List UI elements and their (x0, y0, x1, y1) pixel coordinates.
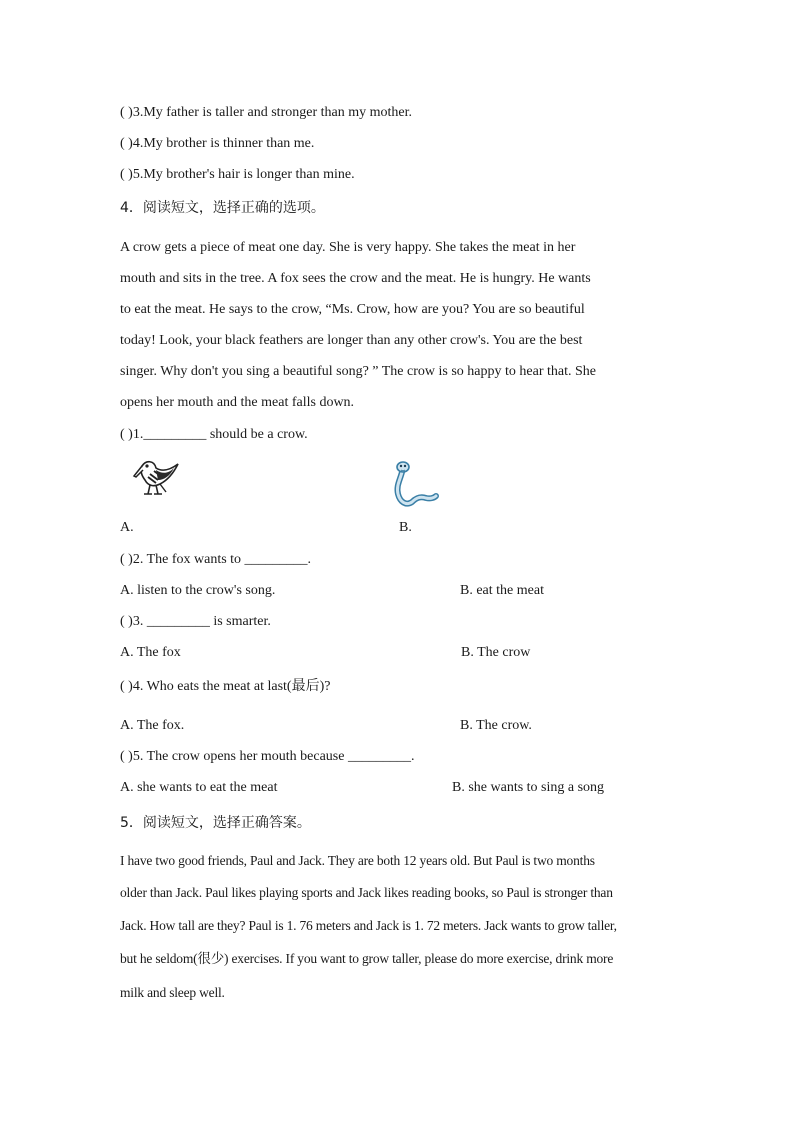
passage-line: but he seldom(很少) exercises. If you want to grow taller, please do more exercise, drink more (120, 951, 614, 966)
section-4-heading: 4．阅读短文，选择正确的选项。 (120, 200, 325, 216)
question-3-option-a: A. The fox (120, 645, 181, 660)
passage-line: Jack. How tall are they? Paul is 1. 76 meters and Jack is 1. 72 meters. Jack wants to grow taller, (120, 918, 617, 933)
question-2-option-b: B. eat the meat (460, 583, 544, 598)
passage-line: singer. Why don't you sing a beautiful song? ” The crow is so happy to hear that. She (120, 364, 596, 379)
section-5-passage (120, 845, 680, 1010)
question-4: ( )4. Who eats the meat at last(最后)? (120, 679, 331, 694)
passage-line: A crow gets a piece of meat one day. She is very happy. She takes the meat in her (120, 240, 576, 255)
question-1: ( )1._________ should be a crow. (120, 427, 308, 442)
item-4: ( )4.My brother is thinner than me. (120, 136, 315, 151)
passage-line: to eat the meat. He says to the crow, “Ms. Crow, how are you? You are so beautiful (120, 302, 585, 317)
question-5-option-a: A. she wants to eat the meat (120, 780, 278, 795)
snake-picture (390, 458, 442, 512)
snake-icon (390, 458, 442, 512)
question-1-option-a: A. (120, 520, 134, 535)
question-3-option-b: B. The crow (461, 645, 531, 660)
question-4-option-a: A. The fox. (120, 718, 185, 733)
bird-picture (128, 456, 184, 502)
passage-line: milk and sleep well. (120, 985, 225, 1000)
question-3: ( )3. _________ is smarter. (120, 614, 271, 629)
item-3: ( )3.My father is taller and stronger than my mother. (120, 105, 412, 120)
item-5: ( )5.My brother's hair is longer than mine. (120, 167, 355, 182)
question-2: ( )2. The fox wants to _________. (120, 552, 312, 567)
question-2-option-a: A. listen to the crow's song. (120, 583, 276, 598)
question-5: ( )5. The crow opens her mouth because _________. (120, 749, 415, 764)
question-5-option-b: B. she wants to sing a song (452, 780, 605, 795)
passage-line: today! Look, your black feathers are longer than any other crow's. You are the best (120, 333, 583, 348)
question-1-option-b: B. (399, 520, 412, 535)
question-4-option-b: B. The crow. (460, 718, 532, 733)
section-5-heading: 5．阅读短文，选择正确答案。 (120, 815, 311, 831)
passage-line: opens her mouth and the meat falls down. (120, 395, 355, 410)
section-4-passage (120, 232, 680, 418)
passage-line: mouth and sits in the tree. A fox sees the crow and the meat. He is hungry. He wants (120, 271, 591, 286)
bird-icon (128, 456, 184, 502)
passage-line: older than Jack. Paul likes playing sports and Jack likes reading books, so Paul is stronger than (120, 885, 613, 900)
passage-line: I have two good friends, Paul and Jack. They are both 12 years old. But Paul is two months (120, 853, 595, 868)
